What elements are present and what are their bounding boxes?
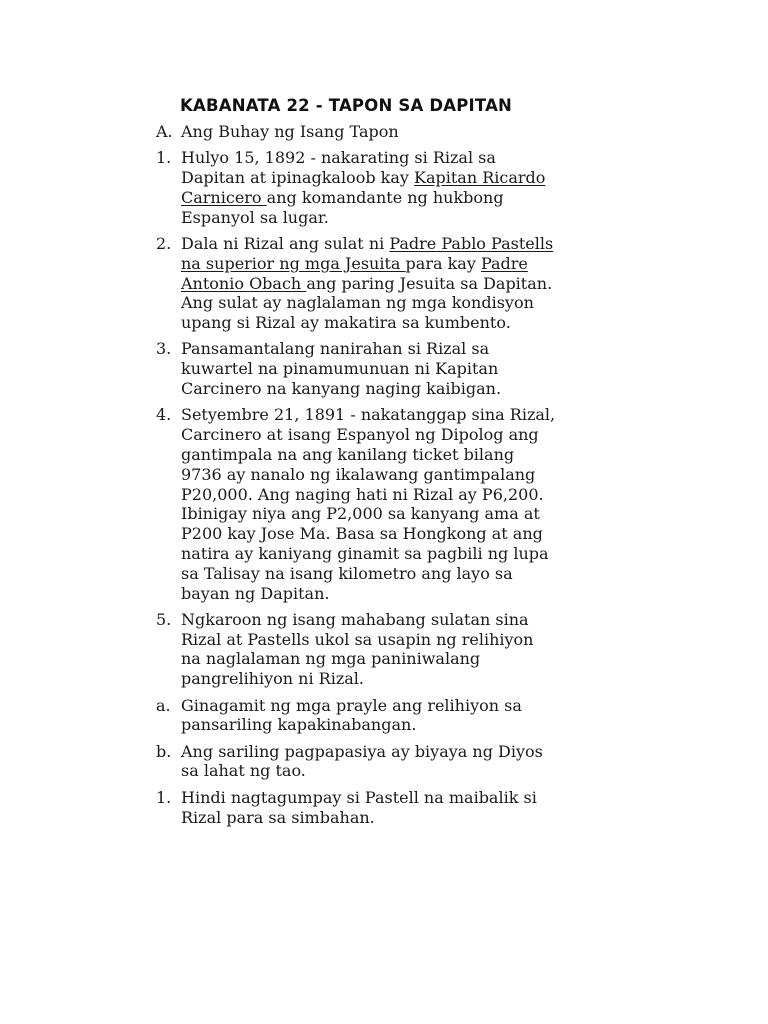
item-text	[181, 788, 537, 827]
item-text	[181, 742, 543, 781]
text-segment: Hulyo 15, 1892 - nakarating si Rizal sa Dapitan at ipinagkaloob kay	[181, 148, 496, 188]
item-marker: 2.	[156, 233, 172, 253]
text-segment: Pansamantalang nanirahan si Rizal sa kuwartel na pinamumunuan ni Kapitan Carcinero na kanyang naging kaibigan.	[181, 339, 502, 399]
item-text	[181, 339, 501, 398]
item-marker: A.	[156, 122, 173, 141]
underlined-name: Padre Antonio Obach	[181, 253, 528, 293]
item-text	[181, 405, 555, 602]
text-segment: Ang Buhay ng Isang Tapon	[181, 122, 399, 141]
item-text	[181, 696, 522, 735]
outline-item	[156, 405, 556, 603]
item-text	[181, 122, 399, 141]
text-segment: ang paring Jesuita sa Dapitan. Ang sulat ay naglalaman ng mga kondisyon upang si Rizal ay makatira sa kumbento.	[181, 273, 553, 333]
outline-item	[156, 148, 556, 227]
item-text	[181, 148, 545, 226]
outline-item	[156, 339, 556, 398]
item-text	[181, 234, 553, 332]
item-marker: a.	[156, 695, 171, 715]
chapter-title: KABANATA 22 - TAPON SA DAPITAN	[180, 96, 513, 115]
outline-item	[156, 610, 556, 689]
underlined-name: Padre Pablo Pastells na superior ng mga Jesuita	[181, 233, 554, 273]
text-segment: Setyembre 21, 1891 - nakatanggap sina Rizal, Carcinero at isang Espanyol ng Dipolog ang gantimpala na ang kanilang ticket bilang 9736 ay nanalo ng ikalawang gantimpalang P20,000. Ang naging hati ni Rizal ay P6,200. Ibinigay niya ang P2,000 sa kanyang ama at P200 kay Jose Ma. Basa sa Hongkong at ang natira ay kaniyang ginamit sa pagbili ng lupa sa Talisay na isang kilometro ang layo sa bayan ng Dapitan.	[181, 405, 556, 603]
text-segment: Ang sariling pagpapasiya ay biyaya ng Diyos sa lahat ng tao.	[181, 741, 543, 781]
item-marker: 1.	[156, 148, 172, 168]
text-segment: Ngkaroon ng isang mahabang sulatan sina Rizal at Pastells ukol sa usapin ng relihiyon na naglalaman ng mga paniniwalang pangrelihiyon ni Rizal.	[181, 609, 534, 689]
item-text	[181, 610, 533, 688]
outline-item	[156, 696, 556, 736]
outline-list	[156, 122, 556, 834]
text-segment: Dala ni Rizal ang sulat ni	[181, 233, 390, 253]
outline-item	[156, 742, 556, 782]
text-segment: Hindi nagtagumpay si Pastell na maibalik si Rizal para sa simbahan.	[181, 787, 537, 827]
outline-item	[156, 234, 556, 333]
item-marker: 3.	[156, 339, 172, 359]
item-marker: 4.	[156, 405, 172, 425]
item-marker: 5.	[156, 609, 172, 629]
text-segment: ang komandante ng hukbong Espanyol sa lugar.	[181, 187, 504, 227]
item-marker: 1.	[156, 787, 172, 807]
item-marker: b.	[156, 741, 172, 761]
outline-item	[156, 788, 556, 828]
text-segment: Ginagamit ng mga prayle ang relihiyon sa pansariling kapakinabangan.	[181, 695, 522, 735]
outline-item	[156, 122, 556, 142]
text-segment: para kay	[405, 253, 481, 273]
underlined-name: Kapitan Ricardo Carnicero	[181, 168, 546, 207]
